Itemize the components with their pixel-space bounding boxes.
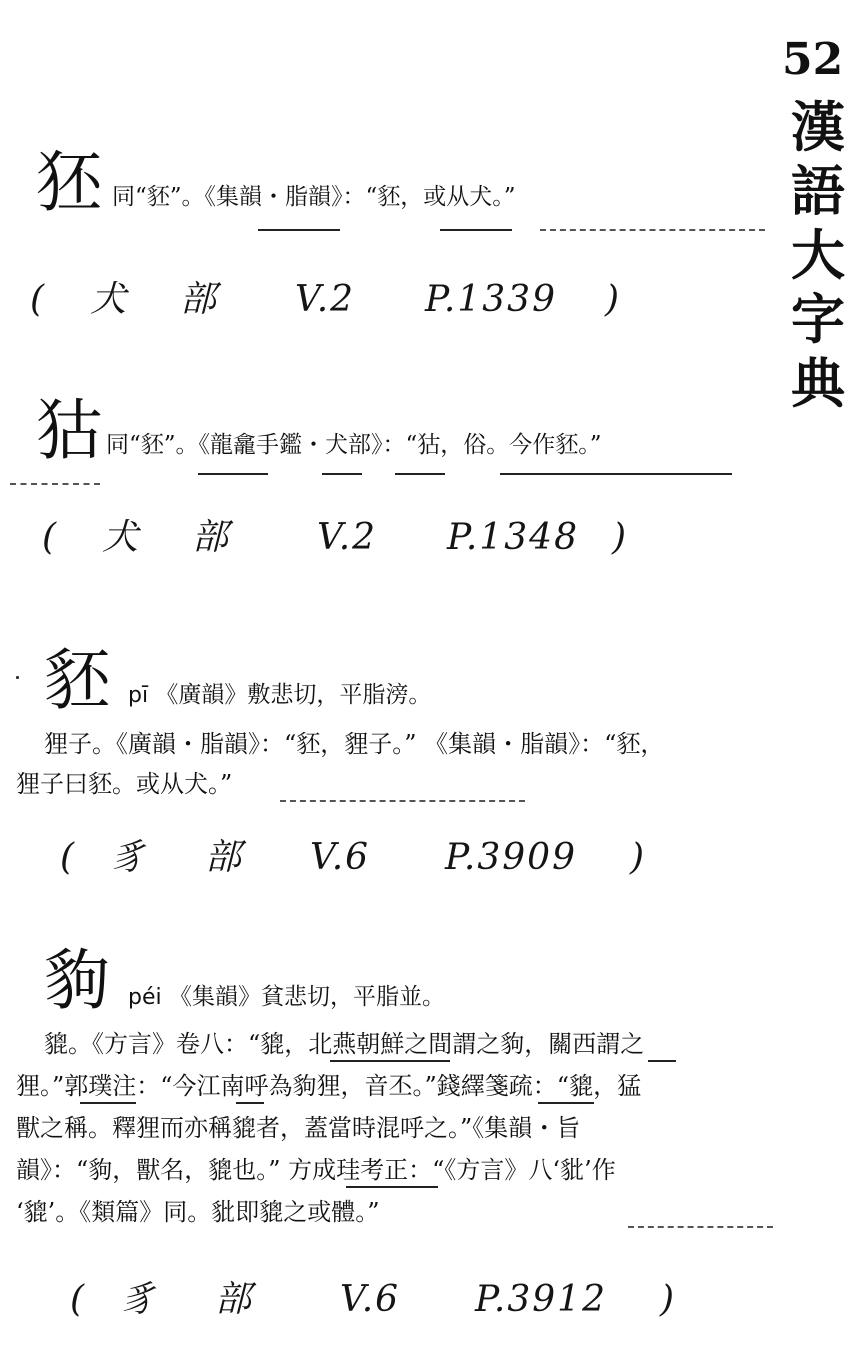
ref-page: P.1339 (425, 279, 557, 320)
ref-volume: V.2 (295, 279, 356, 320)
entry-body-line: 狸子曰豾。或从犬。” (16, 770, 233, 798)
page-number: 52 (782, 34, 844, 85)
entry-definition: 《廣韻》敷悲切，平脂滂。 (155, 682, 432, 708)
proper-name-underline (648, 1060, 676, 1062)
ref-radical: 豸 (120, 1279, 159, 1320)
proper-name-underline (346, 1186, 438, 1188)
entry-body-line: 韻》：“豿，獸名，貔也。” 方成珪考正：“《方言》八‘豼’作 (16, 1156, 616, 1184)
ref-close-paren: ) (630, 837, 647, 878)
ref-radical: 犬 (90, 279, 129, 320)
handwritten-reference (30, 279, 650, 326)
ref-page: P.3909 (445, 837, 577, 878)
entry-head-char: 豾 (44, 642, 110, 719)
citation-underline (395, 473, 445, 475)
ref-open-paren: ( (30, 279, 47, 320)
ref-radical: 豸 (110, 837, 149, 878)
book-title-char: 漢 (791, 95, 845, 159)
pronunciation: péi (128, 985, 162, 1010)
proper-name-underline (538, 1102, 594, 1104)
book-title-char: 典 (791, 351, 845, 415)
divider-line (280, 800, 525, 802)
handwritten-reference (60, 837, 660, 884)
ref-volume: V.6 (310, 837, 371, 878)
ref-open-paren: ( (70, 1279, 87, 1320)
ref-volume: V.2 (317, 517, 378, 558)
entry-body-line: ‘貔’。《類篇》同。豼即貔之或體。” (16, 1198, 380, 1226)
ref-close-paren: ) (660, 1279, 677, 1320)
entry-body-line: 獸之稱。釋狸而亦稱貔者，蓋當時混呼之。”《集韻・旨 (16, 1114, 581, 1142)
entry-definition: 同“豾”。《龍龕手鑑・犬部》：“狜，俗。今作豾。” (106, 432, 602, 458)
entry-definition-line (128, 684, 431, 707)
entry-body-line: 貔。《方言》卷八：“貔，北燕朝鮮之間謂之豿，關西謂之 (44, 1030, 645, 1058)
citation-underline (440, 229, 512, 231)
ref-radical: 犬 (102, 517, 141, 558)
entry-definition: 《集韻》貧悲切，平脂並。 (168, 984, 445, 1010)
book-title-char: 字 (791, 287, 845, 351)
divider-line (540, 229, 765, 231)
ref-page: P.1348 (447, 517, 579, 558)
divider-line (10, 483, 100, 485)
ref-close-paren: ) (605, 279, 622, 320)
pronunciation: pī (128, 683, 149, 708)
entry-head-char: 狜 (36, 392, 102, 469)
entry-head-char: 狉 (36, 144, 102, 221)
divider-line (628, 1226, 773, 1228)
entry-body-line: 狸子。《廣韻・脂韻》：“豾，貍子。” 《集韻・脂韻》：“豾， (44, 730, 665, 758)
handwritten-reference (42, 517, 682, 564)
ref-page: P.3912 (475, 1279, 607, 1320)
ref-volume: V.6 (340, 1279, 401, 1320)
entry-definition: 同“豾”。《集韻・脂韻》：“豾，或从犬。” (112, 184, 516, 210)
entry-head-char: 豿 (44, 942, 110, 1019)
proper-name-underline (330, 1060, 450, 1062)
handwritten-reference (70, 1279, 690, 1326)
entry-body-line: 狸。”郭璞注：“今江南呼為豿狸，音丕。”錢繹箋疏：“貔，猛 (16, 1072, 642, 1100)
citation-underline (322, 473, 362, 475)
ref-bu: 部 (205, 837, 244, 878)
proper-name-underline (236, 1102, 264, 1104)
ref-open-paren: ( (42, 517, 59, 558)
ref-open-paren: ( (60, 837, 77, 878)
book-title-char: 語 (791, 159, 845, 223)
citation-underline (198, 473, 268, 475)
ref-bu: 部 (192, 517, 231, 558)
book-title-char: 大 (791, 223, 845, 287)
citation-underline (500, 473, 732, 475)
ref-bu: 部 (180, 279, 219, 320)
book-title (788, 95, 848, 415)
entry-definition-line (128, 986, 445, 1009)
ref-bu: 部 (215, 1279, 254, 1320)
citation-underline (258, 229, 340, 231)
print-speck (16, 676, 19, 679)
ref-close-paren: ) (612, 517, 629, 558)
proper-name-underline (80, 1102, 136, 1104)
